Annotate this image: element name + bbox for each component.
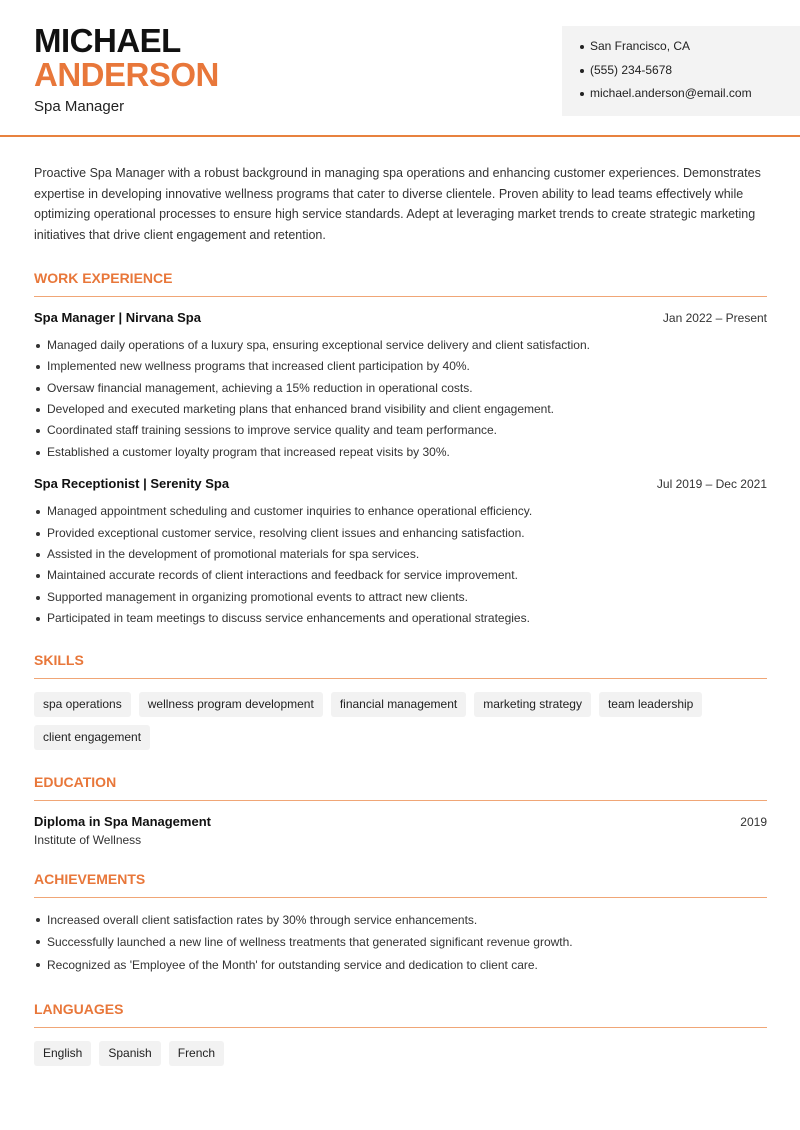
section-title-skills: SKILLS [34,652,767,679]
last-name: ANDERSON [34,56,219,93]
section-title-work: WORK EXPERIENCE [34,270,767,297]
job-bullet: Participated in team meetings to discuss service enhancements and operational strategies. [34,608,767,629]
language-chips [34,1041,767,1066]
skills-section [34,652,767,750]
skill-chip: client engagement [34,725,150,750]
job-date: Jan 2022 – Present [662,310,767,325]
job-date: Jul 2019 – Dec 2021 [656,477,767,492]
job-entry [34,476,767,629]
job-bullet: Supported management in organizing promotional events to attract new clients. [34,587,767,608]
job-bullet: Managed daily operations of a luxury spa, ensuring exceptional service delivery and client satisfaction. [34,335,767,356]
achievement-item: Increased overall client satisfaction rates by 30% through service enhancements. [34,909,767,932]
job-bullets [34,335,767,463]
job-bullet: Coordinated staff training sessions to improve service quality and team performance. [34,420,767,441]
achievement-list [34,909,767,977]
skill-chip: financial management [331,692,466,717]
job-bullet: Oversaw financial management, achieving a 15% reduction in operational costs. [34,378,767,399]
language-chip: French [169,1041,224,1066]
job-bullet: Maintained accurate records of client interactions and feedback for service improvement. [34,565,767,586]
work-section [34,270,767,630]
achievements-section [34,871,767,977]
skill-chip: spa operations [34,692,131,717]
job-bullet: Established a customer loyalty program that increased repeat visits by 30%. [34,442,767,463]
contact-location: San Francisco, CA [580,38,800,62]
first-name: MICHAEL [34,22,181,59]
resume-body [34,163,767,1066]
job-bullets [34,501,767,629]
job-bullet: Managed appointment scheduling and customer inquiries to enhance operational efficiency. [34,501,767,522]
summary: Proactive Spa Manager with a robust background in managing spa operations and enhancing customer experiences. Demonstrates expertise in developing innovative wellness programs that cater to diverse clientele. Proven ability to lead teams effectively while optimizing operational processes to ensure high service standards. Adept at leveraging market trends to create strategic marketing initiatives that drive client engagement and retention. [34,166,761,243]
skill-chip: team leadership [599,692,702,717]
languages-section [34,1001,767,1066]
education-school: Institute of Wellness [34,832,142,847]
skills-chips [34,692,767,750]
education-section [34,774,767,847]
resume-header [0,0,800,137]
job-title: Spa Manager [34,98,125,115]
job-role: Spa Receptionist | Serenity Spa [34,476,230,492]
achievement-item: Successfully launched a new line of wellness treatments that generated significant revenue growth. [34,931,767,954]
section-title-achievements: ACHIEVEMENTS [34,871,767,898]
job-bullet: Provided exceptional customer service, resolving client issues and enhancing satisfaction. [34,523,767,544]
education-year: 2019 [740,814,767,829]
section-title-languages: LANGUAGES [34,1001,767,1028]
education-entry [34,814,767,847]
section-title-education: EDUCATION [34,774,767,801]
education-degree: Diploma in Spa Management [34,813,211,829]
language-chip: English [34,1041,91,1066]
language-chip: Spanish [99,1041,160,1066]
contact-phone: (555) 234-5678 [580,62,800,86]
job-bullet: Implemented new wellness programs that increased client participation by 40%. [34,356,767,377]
contact-box [562,26,800,116]
achievement-item: Recognized as 'Employee of the Month' for outstanding service and dedication to client care. [34,954,767,977]
job-entry [34,310,767,463]
skill-chip: wellness program development [139,692,323,717]
job-bullet: Assisted in the development of promotional materials for spa services. [34,544,767,565]
job-bullet: Developed and executed marketing plans that enhanced brand visibility and client engagement. [34,399,767,420]
contact-email[interactable]: michael.anderson@email.com [580,85,800,109]
job-role: Spa Manager | Nirvana Spa [34,309,201,325]
contact-list [580,38,800,109]
skill-chip: marketing strategy [474,692,591,717]
